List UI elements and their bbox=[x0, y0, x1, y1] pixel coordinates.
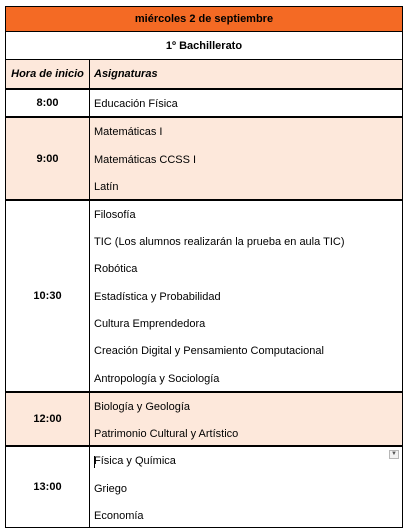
level-row[interactable] bbox=[5, 32, 403, 60]
subjects-column-header[interactable]: Asignaturas bbox=[94, 68, 158, 80]
slot-12-00 bbox=[5, 392, 403, 446]
slot-8-00 bbox=[5, 89, 403, 117]
subject-cell[interactable]: Física y Química bbox=[94, 455, 176, 467]
subject-cell[interactable]: Biología y Geología bbox=[94, 401, 191, 413]
date-header[interactable] bbox=[5, 6, 403, 32]
chevron-down-icon[interactable]: ▼ bbox=[389, 450, 399, 459]
slot-time[interactable]: 9:00 bbox=[6, 118, 90, 199]
subject-cell[interactable]: Robótica bbox=[94, 263, 138, 275]
subject-cell[interactable]: Economía bbox=[94, 510, 144, 522]
subject-cell[interactable]: Antropología y Sociología bbox=[94, 373, 220, 385]
subject-cell[interactable]: Latín bbox=[94, 181, 119, 193]
subject-cell[interactable]: Filosofía bbox=[94, 209, 136, 221]
date-header-label: miércoles 2 de septiembre bbox=[134, 13, 274, 25]
subject-cell[interactable]: Patrimonio Cultural y Artístico bbox=[94, 428, 239, 440]
column-header-row bbox=[5, 60, 403, 89]
slot-10-30 bbox=[5, 200, 403, 392]
subject-cell[interactable]: TIC (Los alumnos realizarán la prueba en aula TIC) bbox=[94, 236, 345, 248]
subject-cell[interactable]: Matemáticas CCSS I bbox=[94, 154, 197, 166]
subject-cell[interactable]: Griego bbox=[94, 483, 128, 495]
subject-cell[interactable]: Matemáticas I bbox=[94, 126, 163, 138]
slot-time[interactable]: 13:00 bbox=[6, 447, 90, 527]
slot-time[interactable]: 8:00 bbox=[6, 90, 90, 116]
subject-cell[interactable]: Educación Física bbox=[94, 98, 178, 110]
time-column-header[interactable]: Hora de inicio bbox=[6, 60, 90, 88]
slot-time[interactable]: 10:30 bbox=[6, 201, 90, 391]
slot-time[interactable]: 12:00 bbox=[6, 393, 90, 445]
slot-13-00 bbox=[5, 446, 403, 528]
level-label: 1º Bachillerato bbox=[165, 39, 243, 52]
subject-cell[interactable]: Cultura Emprendedora bbox=[94, 318, 206, 330]
subject-cell[interactable]: Estadística y Probabilidad bbox=[94, 291, 221, 303]
slot-9-00 bbox=[5, 117, 403, 200]
subject-cell[interactable]: Creación Digital y Pensamiento Computacional bbox=[94, 345, 324, 357]
